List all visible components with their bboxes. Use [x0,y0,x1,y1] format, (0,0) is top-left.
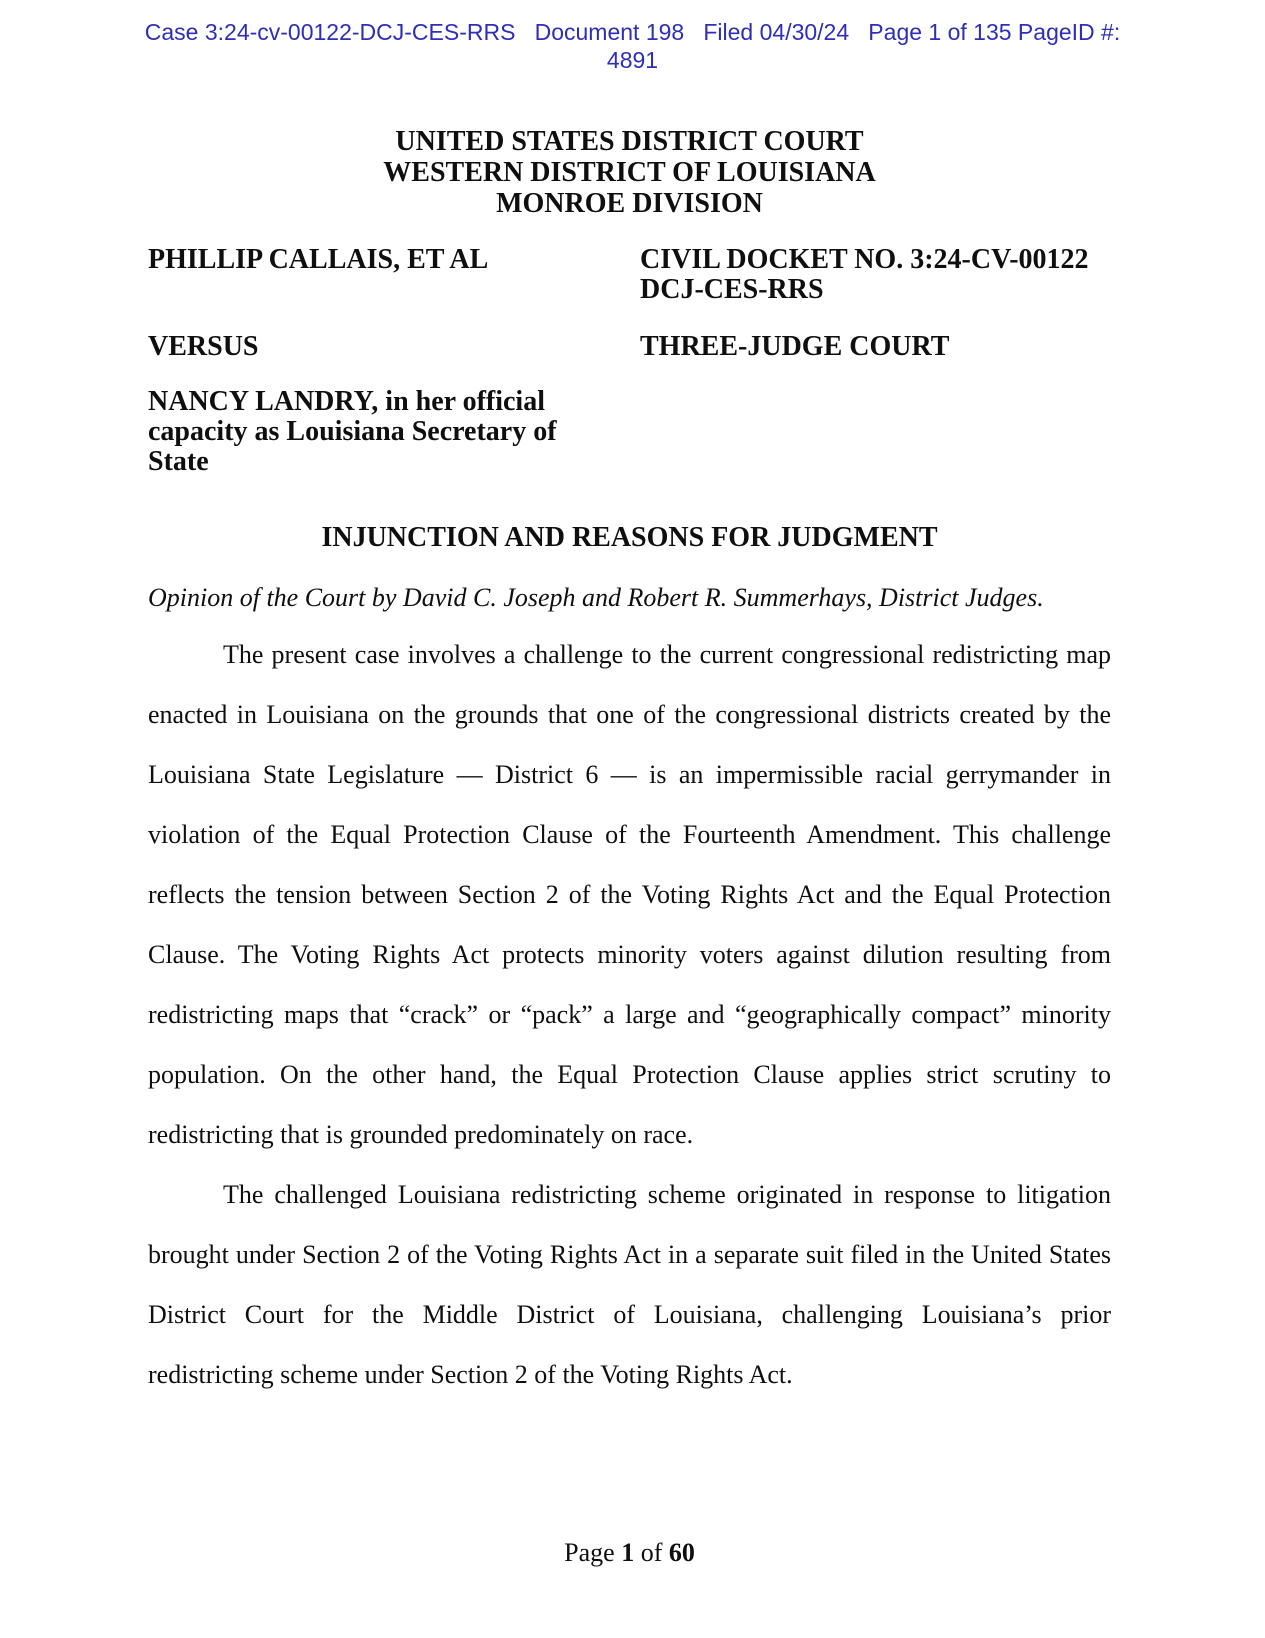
footer-of-label: of [640,1538,663,1567]
caption-defendant-line3: State [148,446,209,477]
court-name-line2: WESTERN DISTRICT OF LOUISIANA [383,157,876,188]
docket-number-line1: CIVIL DOCKET NO. 3:24-CV-00122 [640,244,1089,275]
document-title: INJUNCTION AND REASONS FOR JUDGMENT [321,522,938,553]
case-stamp-line1: Case 3:24-cv-00122-DCJ-CES-RRS Document 198 Filed 04/30/24 Page 1 of 135 PageID #: [144,19,1121,45]
footer-page-label: Page [564,1538,615,1567]
court-name-line1: UNITED STATES DISTRICT COURT [395,126,864,157]
court-name [148,126,1111,219]
opinion-body [148,625,1111,1405]
docket-number [640,245,1111,305]
caption-versus: VERSUS [148,331,259,362]
body-paragraph: The challenged Louisiana redistricting scheme originated in response to litigation brought under Section 2 of the Voting Rights Act in a separate suit filed in the United States District Court for the Middle District of Louisiana, challenging Louisiana’s prior redistricting scheme under Section 2 of the Voting Rights Act. [148,1180,1111,1389]
case-stamp-pageid: 4891 [606,47,659,73]
docket-number-line2: DCJ-CES-RRS [640,274,824,305]
caption-docket-column [640,245,1111,477]
footer-page-number: 1 [621,1538,635,1567]
caption-defendant-line2: capacity as Louisiana Secretary of [148,416,557,447]
case-stamp-header [0,0,1265,74]
caption-parties-column [148,245,640,477]
page-footer [148,1538,1111,1568]
caption-defendant [148,387,640,477]
caption-defendant-line1: NANCY LANDRY, in her official [148,386,545,417]
body-paragraph: The present case involves a challenge to the current congressional redistricting map enacted in Louisiana on the grounds that one of the congressional districts created by the Louisiana State Legislature — District 6 — is an impermissible racial gerrymander in violation of the Equal Protection Clause of the Fourteenth Amendment. This challenge reflects the tension between Section 2 of the Voting Rights Act and the Equal Protection Clause. The Voting Rights Act protects minority voters against dilution resulting from redistricting maps that “crack” or “pack” a large and “geographically compact” minority population. On the other hand, the Equal Protection Clause applies strict scrutiny to redistricting that is grounded predominately on race. [148,640,1111,1149]
opinion-byline: Opinion of the Court by David C. Joseph and Robert R. Summerhays, District Judges. [148,583,1044,612]
case-caption [148,245,1111,477]
document-content [148,126,1111,1405]
caption-plaintiff: PHILLIP CALLAIS, ET AL [148,244,489,275]
footer-total-pages: 60 [668,1538,695,1567]
court-name-line3: MONROE DIVISION [496,188,763,219]
court-type: THREE-JUDGE COURT [640,331,950,362]
